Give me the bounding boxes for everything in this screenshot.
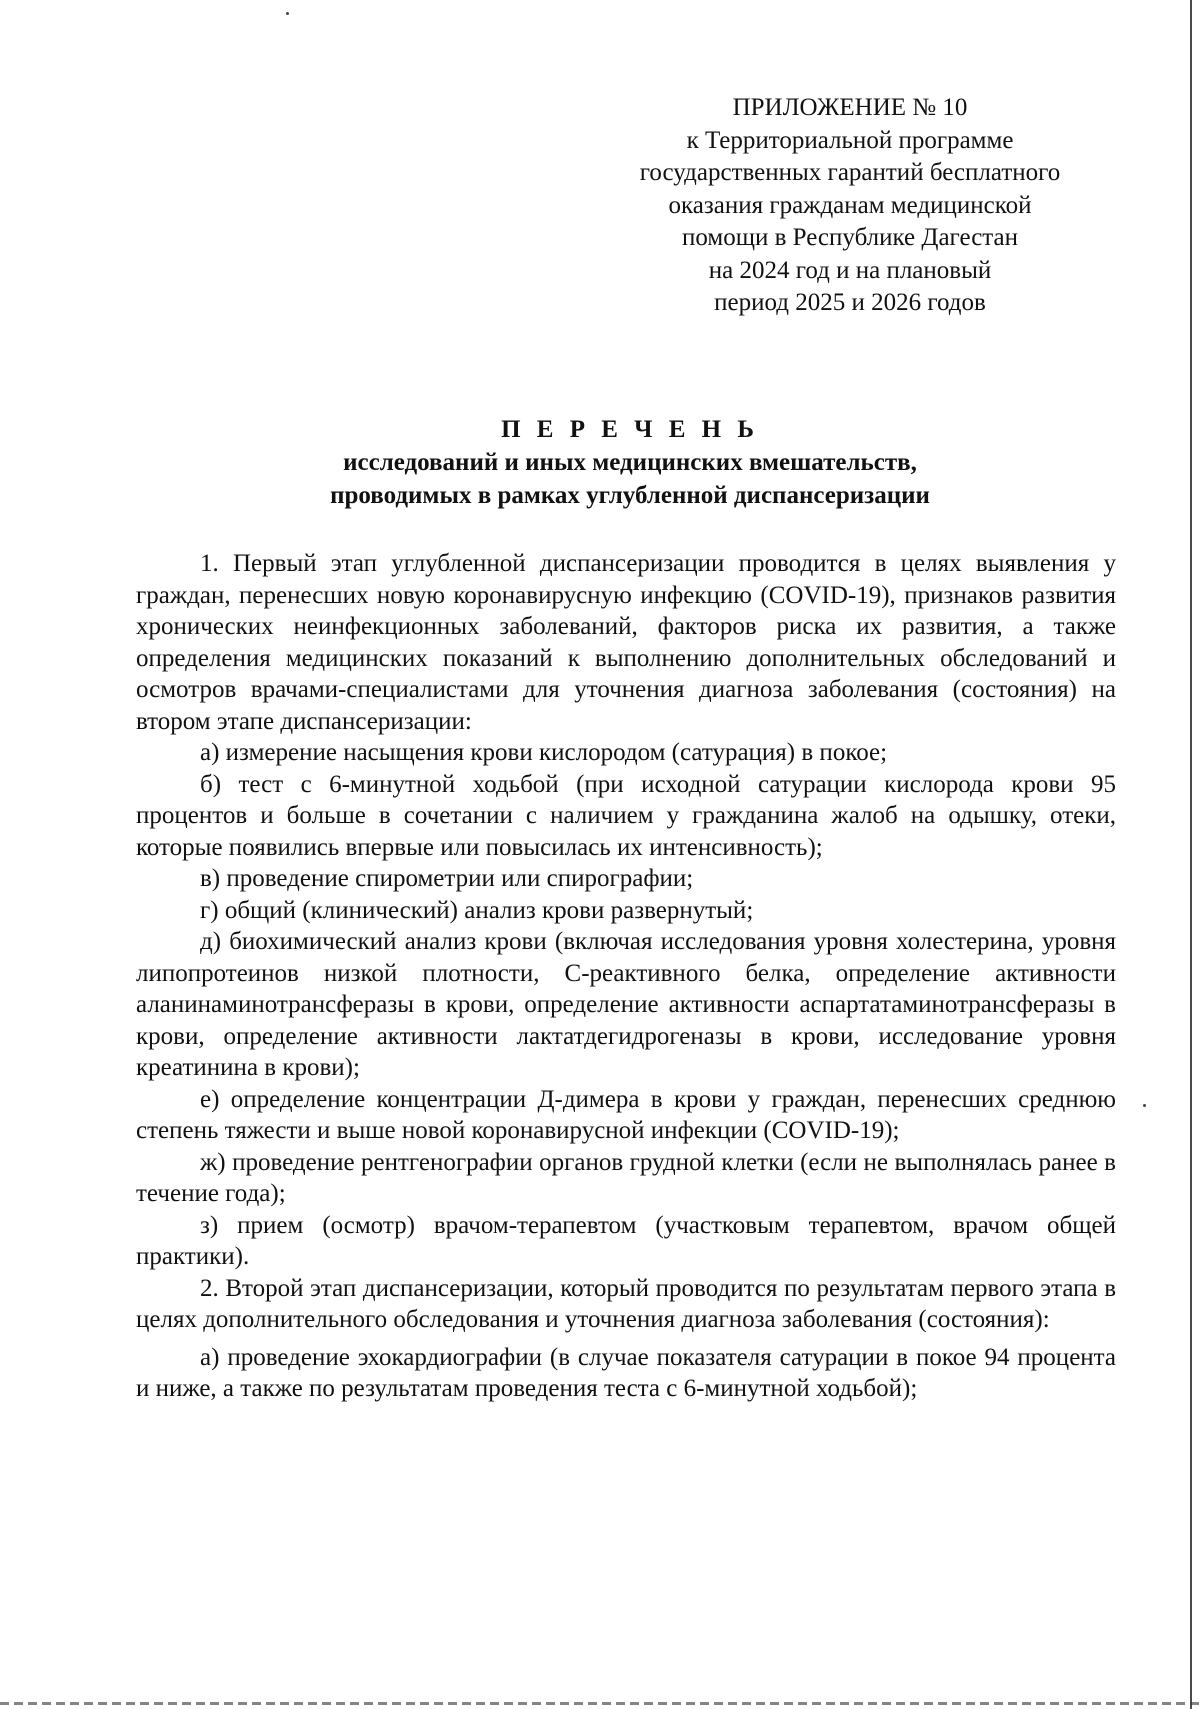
paragraph: г) общий (клинический) анализ крови развернутый; [200,896,754,924]
paragraph: ж) проведение рентгенографии органов грудной клетки (если не выполнялась ранее в течение года); [136,1148,1116,1207]
attachment-line: оказания гражданам медицинской [668,191,1032,219]
document-subtitle: проводимых в рамках углубленной диспансеризации [330,482,930,509]
attachment-line: на 2024 год и на плановый [708,256,992,284]
paragraph: з) прием (осмотр) врачом-терапевтом (участковым терапевтом, врачом общей практики). [136,1211,1116,1270]
scan-speck [286,12,289,15]
paragraph: е) определение концентрации Д-димера в крови у граждан, перенесших среднюю степень тяжести и выше новой коронавирусной инфекции (COVID-19); [136,1085,1116,1144]
attachment-line: государственных гарантий бесплатного [639,159,1061,186]
attachment-line: период 2025 и 2026 годов [714,289,986,316]
paragraph: 1. Первый этап углубленной диспансеризации проводится в целях выявления у граждан, перенесших новую коронавирусную инфекцию (COVID-19), признаков развития хронических неинфекционных заболеваний, факторов риска их развития, а также определения медицинских показаний к выполнению дополнительных обследований и осмотров врачами-специалистами для уточнения диагноза заболевания (состояния) на втором этапе диспансеризации: [136,550,1116,735]
scan-speck [1143,1104,1146,1107]
document-title: П Е Р Е Ч Е Н Ь [501,416,759,443]
attachment-line: к Территориальной программе [686,126,1014,154]
scan-edge-line [1190,0,1192,1709]
paragraph: б) тест с 6-минутной ходьбой (при исходной сатурации кислорода крови 95 процентов и больше в сочетании с наличием у гражданина жалоб на одышку, отеки, которые появились впервые или повысилась их интенсивность); [136,770,1116,861]
paragraph: а) проведение эхокардиографии (в случае показателя сатурации в покое 94 процента и ниже, а также по результатам проведения теста с 6-минутной ходьбой); [136,1343,1116,1402]
paragraph: 2. Второй этап диспансеризации, который проводится по результатам первого этапа в целях дополнительного обследования и уточнения диагноза заболевания (состояния): [136,1274,1116,1333]
attachment-line: помощи в Республике Дагестан [681,224,1018,251]
paragraph: а) измерение насыщения крови кислородом (сатурация) в покое; [200,739,888,766]
paragraph: д) биохимический анализ крови (включая исследования уровня холестерина, уровня липопротеинов низкой плотности, С-реактивного белка, определение активности аланинаминотрансферазы в крови, определение активности аспартатаминотрансферазы в крови, определение активности лактатдегидрогеназы в крови, исследование уровня креатинина в крови); [136,928,1116,1081]
document-heading [140,413,1120,512]
scan-bottom-edge [0,1702,1200,1705]
document-body [136,548,1116,1405]
paragraph: в) проведение спирометрии или спирографии; [200,865,694,892]
document-subtitle: исследований и иных медицинских вмешательств, [343,449,917,476]
attachment-header [600,92,1100,320]
attachment-number: ПРИЛОЖЕНИЕ № 10 [732,94,968,121]
